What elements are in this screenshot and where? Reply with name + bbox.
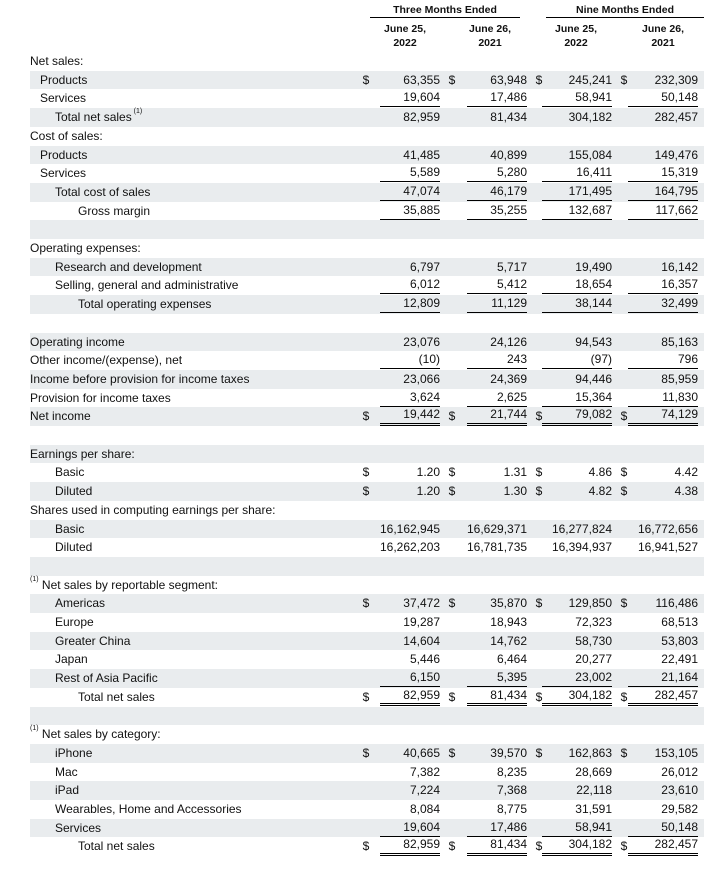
value-cell: 16,357 — [628, 276, 698, 294]
value-cell: 282,457 — [628, 837, 698, 856]
value-cell: 74,129 — [628, 407, 698, 426]
value-cell: 22,118 — [576, 783, 612, 798]
value-cell: 4.38 — [674, 484, 698, 499]
value-cell: 1.30 — [503, 484, 527, 499]
row-label — [78, 202, 150, 221]
value-cell: 19,490 — [575, 259, 612, 274]
row-gross-margin — [30, 202, 704, 221]
row-label-text: Total operating expenses — [78, 297, 212, 312]
value-cell: 7,224 — [409, 783, 440, 798]
row-label — [30, 501, 275, 520]
spacer-row — [30, 707, 704, 726]
value-cell: 32,499 — [628, 295, 698, 313]
dollar-sign: $ — [448, 596, 456, 611]
row-total-net-sales — [30, 837, 704, 856]
row-research-and-development — [30, 258, 704, 277]
value-cell: 68,513 — [661, 615, 698, 629]
row-products — [30, 71, 704, 90]
dollar-sign: $ — [362, 484, 370, 499]
row-label — [30, 407, 91, 426]
row-selling-general-and-administrative — [30, 276, 704, 295]
row-diluted — [30, 482, 704, 501]
dollar-sign: $ — [535, 409, 543, 424]
row-label — [30, 333, 125, 352]
row-services — [30, 819, 704, 838]
row-services — [30, 164, 704, 183]
value-cell: 7,382 — [409, 764, 440, 779]
row-label — [40, 89, 86, 108]
row-label-text: Shares used in computing earnings per share: — [30, 502, 276, 517]
row-label — [55, 482, 92, 501]
row-label-text: Americas — [55, 596, 106, 611]
nine-months-header: Nine Months Ended — [546, 4, 704, 18]
row-label-text: Income before provision for income taxes — [30, 371, 250, 386]
value-cell: 35,255 — [467, 202, 527, 220]
value-cell: 12,809 — [380, 295, 440, 313]
row-net-sales-by-category — [30, 725, 704, 744]
row-label — [55, 108, 142, 127]
row-label-text: Japan — [55, 652, 88, 667]
row-iphone — [30, 744, 704, 763]
dollar-sign: $ — [448, 839, 456, 854]
value-cell: 8,235 — [496, 764, 527, 779]
row-mac — [30, 763, 704, 782]
value-cell: 24,126 — [490, 334, 527, 349]
dollar-sign: $ — [535, 72, 543, 87]
value-cell: 82,959 — [380, 837, 440, 856]
value-cell: 18,943 — [490, 615, 527, 629]
value-cell: 5,717 — [496, 259, 527, 274]
row-label-text: Services — [40, 166, 87, 181]
value-cell: 79,082 — [542, 407, 612, 426]
row-total-operating-expenses — [30, 295, 704, 314]
value-cell: 11,830 — [628, 389, 698, 407]
value-cell: 232,309 — [654, 72, 698, 87]
value-cell: 19,287 — [403, 615, 440, 629]
row-label — [30, 52, 83, 71]
row-label — [55, 613, 94, 632]
value-cell: 11,129 — [467, 295, 527, 313]
value-cell: 23,002 — [542, 669, 612, 687]
footnote-marker: (1) — [30, 575, 39, 583]
value-cell: 5,280 — [467, 164, 527, 182]
value-cell: 16,411 — [542, 164, 612, 182]
row-provision-for-income-taxes — [30, 389, 704, 408]
dollar-sign: $ — [535, 484, 543, 499]
col-header-2: June 26, 2021 — [468, 23, 512, 49]
row-americas — [30, 594, 704, 613]
value-cell: 15,319 — [628, 164, 698, 182]
row-europe — [30, 613, 704, 632]
value-cell: 6,012 — [380, 276, 440, 294]
value-cell: 38,144 — [542, 295, 612, 313]
dollar-sign: $ — [362, 409, 370, 424]
row-label-text: Rest of Asia Pacific — [55, 671, 158, 686]
row-income-before-provision-for-income-taxes — [30, 370, 704, 389]
value-cell: 82,959 — [380, 688, 440, 707]
row-label-text: iPad — [55, 783, 80, 798]
dollar-sign: $ — [362, 465, 370, 480]
spacer-row — [30, 314, 704, 333]
value-cell: 50,148 — [628, 89, 698, 107]
value-cell: 24,369 — [490, 371, 527, 386]
value-cell: 8,084 — [409, 802, 440, 816]
row-label-text: Operating income — [30, 334, 125, 349]
row-total-net-sales — [30, 688, 704, 707]
row-label — [55, 669, 158, 688]
value-cell: 282,457 — [654, 110, 698, 125]
dollar-sign: $ — [620, 745, 628, 760]
row-label — [40, 71, 87, 90]
row-label-text: Services — [55, 820, 102, 835]
spacer-row — [30, 426, 704, 445]
value-cell: 16,142 — [661, 259, 698, 274]
footnote-marker: (1) — [131, 108, 143, 116]
row-label-text: Wearables, Home and Accessories — [55, 802, 242, 816]
value-cell: 94,446 — [575, 371, 612, 386]
value-cell: 245,241 — [568, 72, 612, 87]
value-cell: (10) — [380, 351, 440, 369]
value-cell: 171,495 — [542, 183, 612, 201]
row-label-text: Total net sales — [78, 689, 155, 704]
row-label — [40, 164, 86, 183]
value-cell: 94,543 — [575, 334, 612, 349]
row-label — [55, 744, 92, 763]
value-cell: 15,364 — [542, 389, 612, 407]
row-greater-china — [30, 632, 704, 651]
row-cost-of-sales — [30, 127, 704, 146]
row-label — [30, 370, 249, 389]
row-label — [30, 445, 135, 464]
row-label-text: Net sales: — [30, 54, 84, 68]
value-cell: 14,604 — [403, 633, 440, 648]
dollar-sign: $ — [620, 596, 628, 611]
value-cell: (97) — [542, 351, 612, 369]
value-cell: 16,941,527 — [637, 540, 698, 555]
value-cell: 16,394,937 — [551, 540, 612, 555]
value-cell: 796 — [628, 351, 698, 369]
value-cell: 23,610 — [661, 783, 698, 798]
value-cell: 6,150 — [380, 669, 440, 687]
col-header-3: June 25, 2022 — [554, 23, 598, 49]
row-label-text: Products — [40, 72, 88, 87]
value-cell: 162,863 — [568, 745, 612, 760]
value-cell: 2,625 — [467, 389, 527, 407]
value-cell: 1.31 — [503, 465, 527, 480]
row-label-text: iPhone — [55, 745, 93, 760]
dollar-sign: $ — [620, 465, 628, 480]
value-cell: 82,959 — [403, 110, 440, 125]
value-cell: 16,277,824 — [551, 521, 612, 536]
value-cell: 4.82 — [588, 484, 612, 499]
dollar-sign: $ — [535, 745, 543, 760]
value-cell: 31,591 — [575, 802, 612, 816]
row-label — [55, 781, 79, 800]
row-label — [55, 819, 101, 838]
row-label — [30, 239, 141, 258]
value-cell: 117,662 — [628, 202, 698, 220]
row-label-text: Products — [40, 147, 88, 162]
row-label — [55, 463, 84, 482]
value-cell: 37,472 — [403, 596, 440, 611]
value-cell: 28,669 — [575, 764, 612, 779]
dollar-sign: $ — [362, 596, 370, 611]
value-cell: 129,850 — [568, 596, 612, 611]
dollar-sign: $ — [448, 689, 456, 704]
three-months-header: Three Months Ended — [370, 4, 520, 18]
value-cell: 63,948 — [490, 72, 527, 87]
row-operating-income — [30, 333, 704, 352]
spacer-row — [30, 557, 704, 576]
value-cell: 304,182 — [568, 110, 612, 125]
row-label-text: Selling, general and administrative — [55, 278, 239, 293]
row-label-text: Total cost of sales — [55, 184, 151, 199]
value-cell: 155,084 — [568, 147, 612, 162]
value-cell: 5,446 — [409, 652, 440, 667]
row-label — [55, 650, 88, 669]
value-cell: 8,775 — [496, 802, 527, 816]
row-label-text: Diluted — [55, 540, 93, 555]
row-label-text: Net sales by reportable segment: — [41, 577, 218, 592]
value-cell: 85,959 — [661, 371, 698, 386]
row-other-income-expense-net — [30, 351, 704, 370]
row-japan — [30, 650, 704, 669]
row-net-income — [30, 407, 704, 426]
row-label-text: Europe — [55, 615, 94, 629]
dollar-sign: $ — [448, 745, 456, 760]
row-label — [30, 389, 171, 408]
value-cell: 29,582 — [661, 802, 698, 816]
value-cell: 81,434 — [467, 688, 527, 707]
value-cell: 53,803 — [661, 633, 698, 648]
value-cell: 58,941 — [542, 819, 612, 837]
row-diluted — [30, 538, 704, 557]
dollar-sign: $ — [620, 409, 628, 424]
col-header-1: June 25, 2022 — [383, 23, 427, 49]
row-label — [30, 576, 218, 595]
row-label — [55, 800, 242, 819]
dollar-sign: $ — [620, 689, 628, 704]
value-cell: 7,368 — [496, 783, 527, 798]
row-label-text: Greater China — [55, 633, 131, 648]
value-cell: 50,148 — [628, 819, 698, 837]
dollar-sign: $ — [535, 689, 543, 704]
dollar-sign: $ — [362, 745, 370, 760]
value-cell: 81,434 — [467, 837, 527, 856]
row-label-text: Net income — [30, 409, 91, 424]
row-label-text: Basic — [55, 465, 85, 480]
dollar-sign: $ — [448, 484, 456, 499]
row-label — [30, 127, 103, 146]
value-cell: 1.20 — [416, 465, 440, 480]
value-cell: 81,434 — [490, 110, 527, 125]
dollar-sign: $ — [535, 465, 543, 480]
value-cell: 4.86 — [588, 465, 612, 480]
value-cell: 20,277 — [575, 652, 612, 667]
value-cell: 47,074 — [380, 183, 440, 201]
row-operating-expenses — [30, 239, 704, 258]
value-cell: 1.20 — [416, 484, 440, 499]
row-label-text: Diluted — [55, 484, 93, 499]
dollar-sign: $ — [362, 72, 370, 87]
row-net-sales-by-reportable-segment — [30, 576, 704, 595]
value-cell: 6,797 — [409, 259, 440, 274]
value-cell: 149,476 — [654, 147, 698, 162]
row-label — [78, 295, 211, 314]
value-cell: 164,795 — [628, 183, 698, 201]
value-cell: 4.42 — [674, 465, 698, 480]
row-rest-of-asia-pacific — [30, 669, 704, 688]
value-cell: 16,781,735 — [467, 540, 528, 555]
dollar-sign: $ — [620, 72, 628, 87]
dollar-sign: $ — [620, 484, 628, 499]
row-label — [55, 258, 202, 277]
dollar-sign: $ — [535, 839, 543, 854]
value-cell: 85,163 — [661, 334, 698, 349]
value-cell: 14,762 — [490, 633, 527, 648]
value-cell: 16,162,945 — [380, 521, 441, 536]
row-label-text: Basic — [55, 521, 85, 536]
value-cell: 132,687 — [542, 202, 612, 220]
value-cell: 58,730 — [575, 633, 612, 648]
row-ipad — [30, 781, 704, 800]
value-cell: 16,629,371 — [467, 521, 528, 536]
value-cell: 304,182 — [542, 837, 612, 856]
value-cell: 63,355 — [403, 72, 440, 87]
dollar-sign: $ — [362, 839, 370, 854]
value-cell: 35,885 — [380, 202, 440, 220]
row-label — [30, 351, 182, 370]
dollar-sign: $ — [448, 72, 456, 87]
row-label-text: Total net sales — [55, 110, 132, 125]
dollar-sign: $ — [620, 839, 628, 854]
row-products — [30, 146, 704, 165]
value-cell: 58,941 — [542, 89, 612, 107]
value-cell: 16,262,203 — [380, 540, 441, 555]
value-cell: 153,105 — [654, 745, 698, 760]
row-label — [55, 520, 84, 539]
dollar-sign: $ — [448, 465, 456, 480]
row-total-cost-of-sales — [30, 183, 704, 202]
value-cell: 16,772,656 — [637, 521, 698, 536]
value-cell: 5,589 — [380, 164, 440, 182]
value-cell: 19,442 — [380, 407, 440, 426]
row-wearables-home-and-accessories — [30, 800, 704, 819]
row-label-text: Services — [40, 91, 87, 106]
row-label-text: Cost of sales: — [30, 128, 103, 143]
value-cell: 41,485 — [403, 147, 440, 162]
value-cell: 17,486 — [467, 819, 527, 837]
row-label — [78, 837, 155, 856]
col-header-4: June 26, 2021 — [641, 23, 685, 49]
value-cell: 23,066 — [403, 371, 440, 386]
dollar-sign: $ — [535, 596, 543, 611]
row-label — [40, 146, 87, 165]
value-cell: 35,870 — [490, 596, 527, 611]
row-net-sales — [30, 52, 704, 71]
dollar-sign: $ — [362, 689, 370, 704]
value-cell: 17,486 — [467, 89, 527, 107]
dollar-sign: $ — [448, 409, 456, 424]
value-cell: 6,464 — [496, 652, 527, 667]
row-label-text: Research and development — [55, 259, 202, 274]
value-cell: 3,624 — [380, 389, 440, 407]
row-label-text: Net sales by category: — [41, 727, 161, 742]
row-label-text: Total net sales — [78, 839, 155, 854]
value-cell: 19,604 — [380, 89, 440, 107]
value-cell: 21,164 — [628, 669, 698, 687]
value-cell: 5,395 — [467, 669, 527, 687]
value-cell: 19,604 — [380, 819, 440, 837]
value-cell: 21,744 — [467, 407, 527, 426]
row-basic — [30, 463, 704, 482]
value-cell: 304,182 — [542, 688, 612, 707]
footnote-marker: (1) — [30, 725, 39, 733]
spacer-row — [30, 220, 704, 239]
row-label-text: Provision for income taxes — [30, 390, 171, 405]
value-cell: 18,654 — [542, 276, 612, 294]
row-label-text: Earnings per share: — [30, 446, 135, 461]
row-label-text: Gross margin — [78, 203, 151, 218]
row-earnings-per-share — [30, 445, 704, 464]
row-label — [55, 538, 92, 557]
row-label — [55, 763, 78, 782]
row-label-text: Mac — [55, 764, 78, 779]
value-cell: 5,412 — [467, 276, 527, 294]
row-label — [30, 725, 161, 744]
value-cell: 72,323 — [575, 615, 612, 629]
value-cell: 116,486 — [655, 596, 698, 611]
row-label — [55, 183, 150, 202]
row-label-text: Operating expenses: — [30, 241, 141, 255]
row-basic — [30, 520, 704, 539]
row-services — [30, 89, 704, 108]
value-cell: 39,570 — [490, 745, 527, 760]
row-label-text: Other income/(expense), net — [30, 353, 183, 368]
row-label — [55, 276, 238, 295]
row-label — [55, 632, 130, 651]
value-cell: 282,457 — [628, 688, 698, 707]
value-cell: 22,491 — [661, 652, 698, 667]
row-label — [55, 594, 105, 613]
value-cell: 46,179 — [467, 183, 527, 201]
value-cell: 40,665 — [403, 745, 440, 760]
value-cell: 26,012 — [661, 764, 698, 779]
row-shares-used-in-computing-earnings-per-share — [30, 501, 704, 520]
row-label — [78, 688, 155, 707]
value-cell: 40,899 — [490, 147, 527, 162]
value-cell: 23,076 — [403, 334, 440, 349]
row-total-net-sales — [30, 108, 704, 127]
value-cell: 243 — [467, 351, 527, 369]
